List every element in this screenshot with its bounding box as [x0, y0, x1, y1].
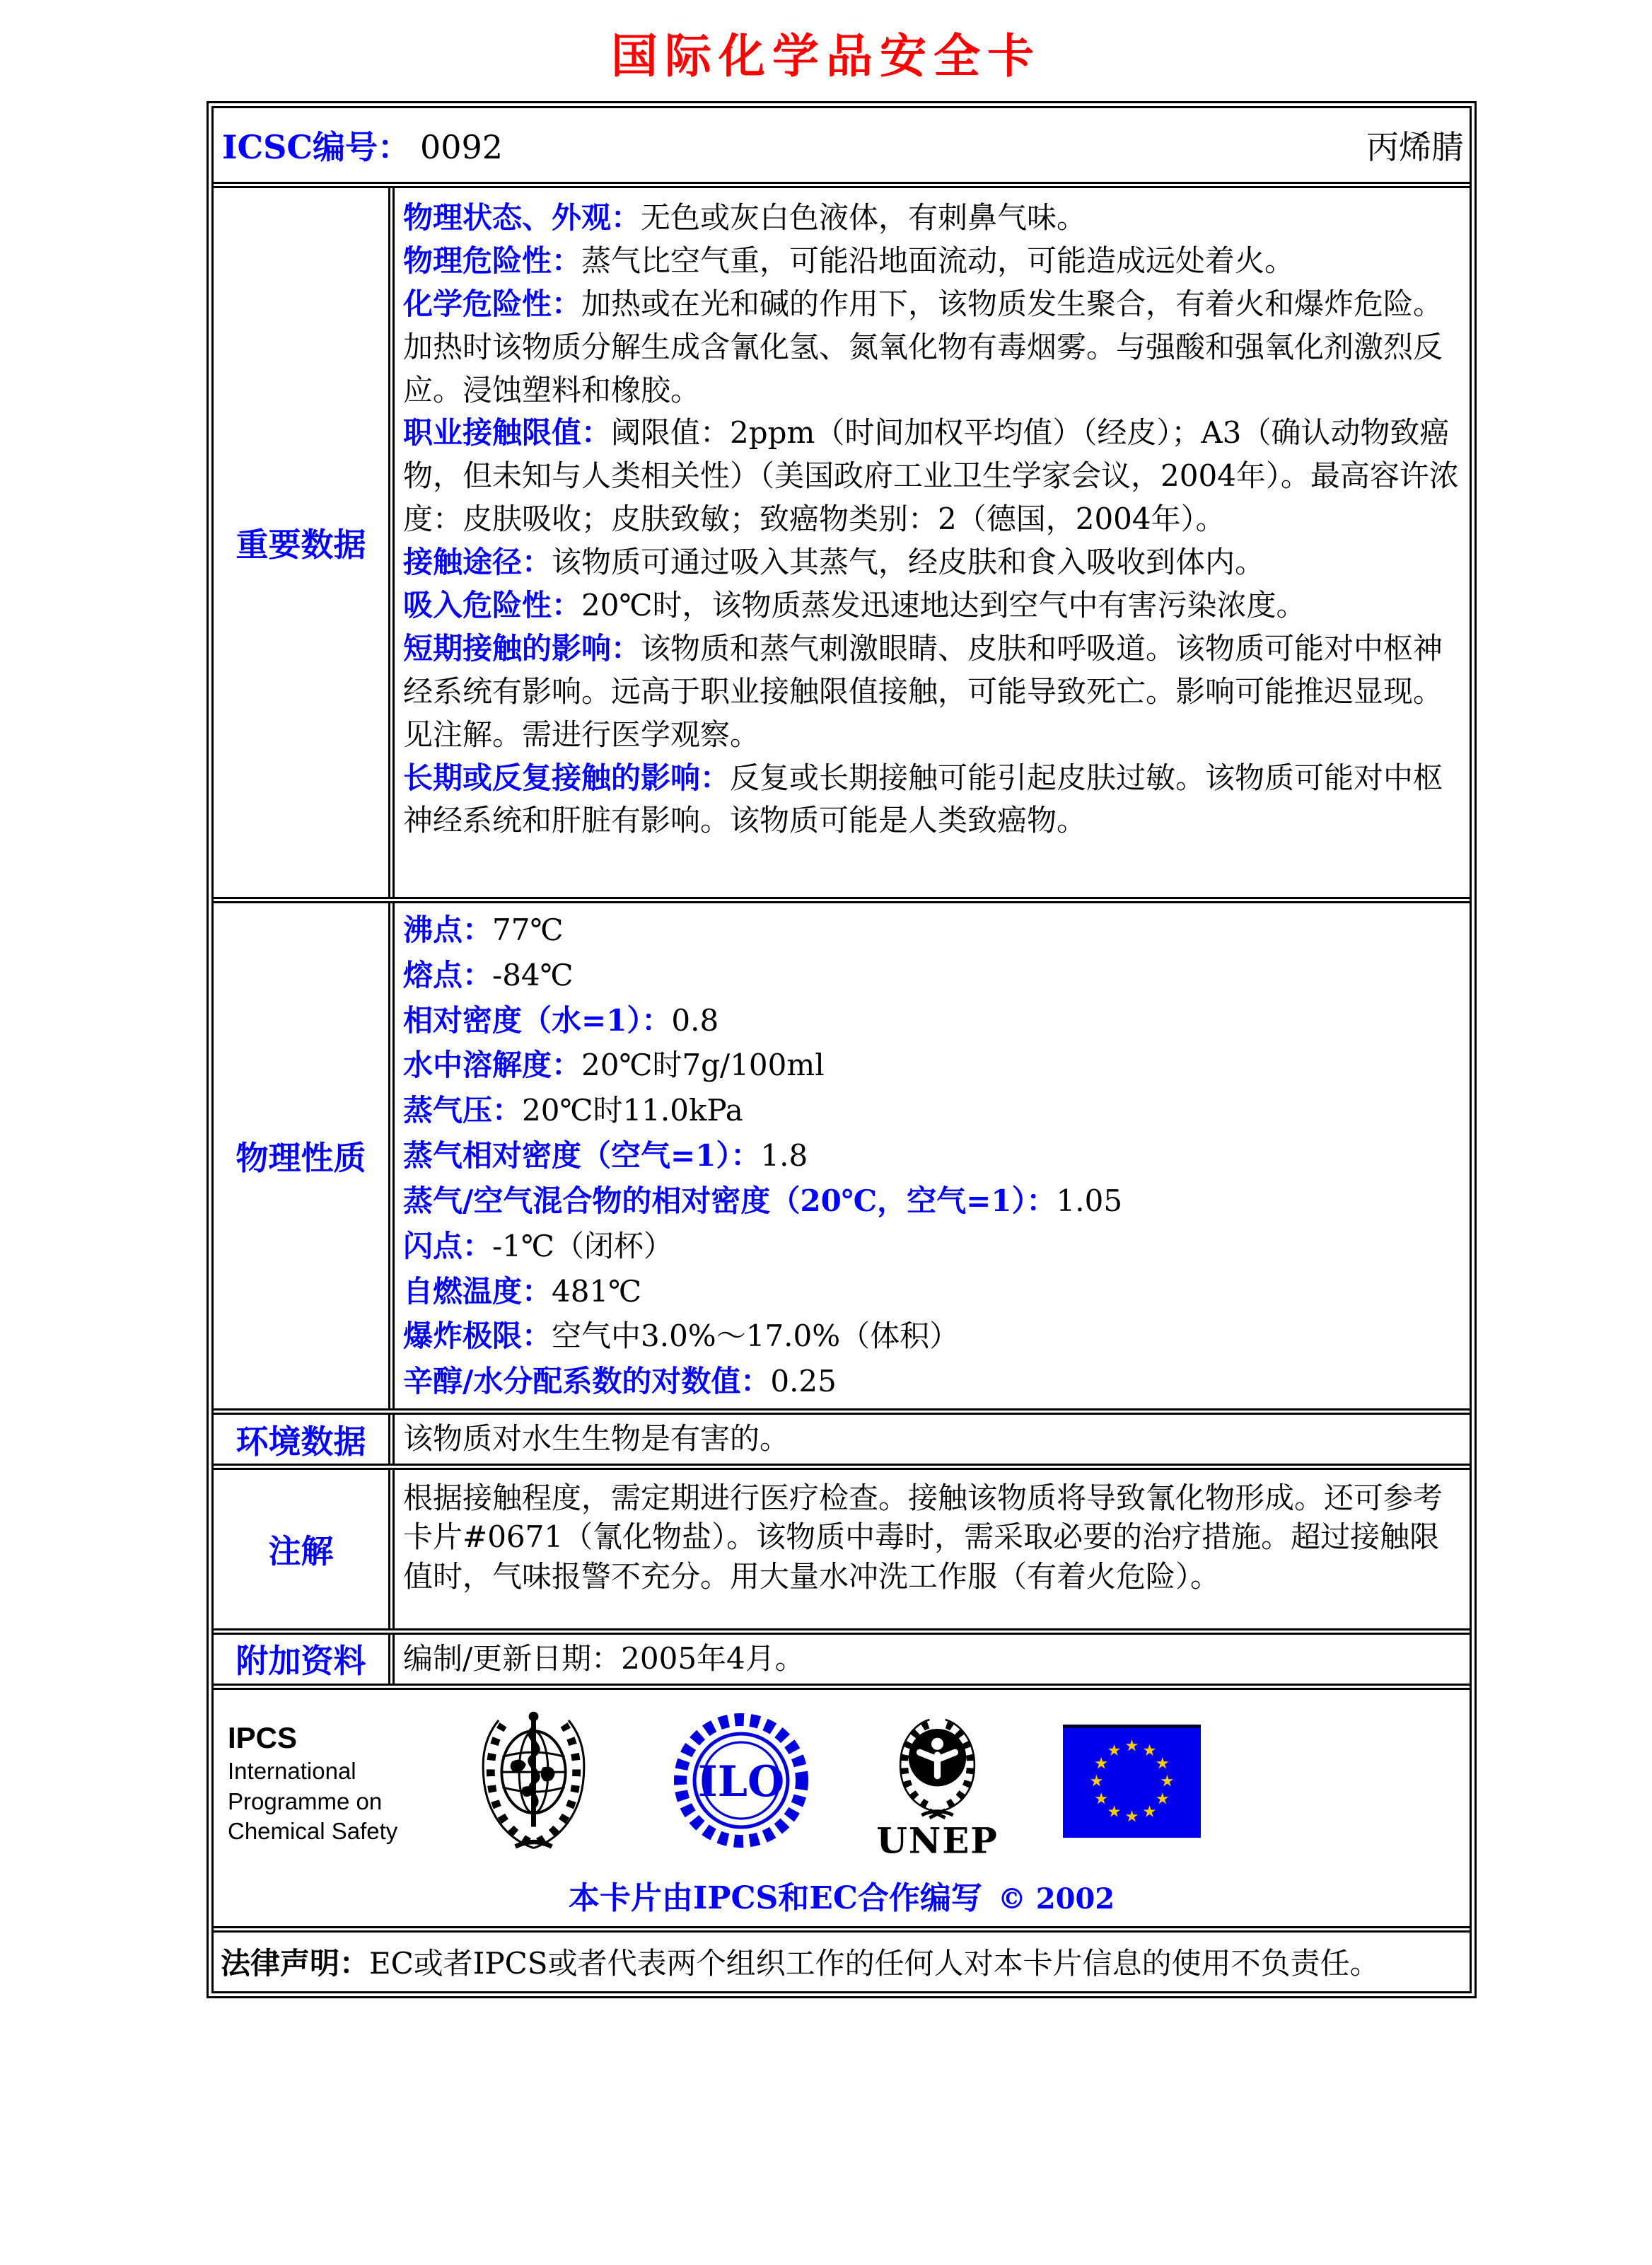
property-label: 水中溶解度：	[403, 1048, 582, 1083]
environmental-data-content	[395, 1415, 1470, 1464]
property-line	[403, 953, 1464, 998]
property-value: 20℃时7g/100ml	[581, 1048, 825, 1083]
section-footer	[214, 1684, 1470, 1926]
property-value: 77℃	[492, 913, 564, 947]
property-label: 自燃温度：	[403, 1273, 552, 1309]
property-line	[403, 1088, 1464, 1133]
section-important-data	[214, 182, 1470, 897]
property-value: 0.8	[671, 1002, 719, 1038]
credit-line	[228, 1865, 1455, 1923]
field-label: 短期接触的影响：	[403, 630, 641, 666]
field-label: 接触途径：	[403, 545, 552, 580]
environmental-data-text: 该物质对水生生物是有害的。	[403, 1421, 790, 1456]
field-label: 职业接触限值：	[403, 415, 612, 451]
property-value: 空气中3.0%～17.0%（体积）	[552, 1319, 960, 1354]
property-line	[403, 1359, 1464, 1404]
important-paragraph	[403, 240, 1464, 283]
property-label: 沸点：	[403, 913, 493, 947]
property-value: 20℃时11.0kPa	[522, 1093, 743, 1128]
additional-info-content	[395, 1635, 1470, 1684]
property-line	[403, 1314, 1464, 1359]
physical-properties-content	[395, 903, 1470, 1408]
ipcs-line: International	[228, 1758, 356, 1785]
property-value: 481℃	[552, 1273, 642, 1309]
property-line	[403, 1133, 1464, 1178]
property-line	[403, 1269, 1464, 1314]
property-line	[403, 1224, 1464, 1269]
field-text: 反复或长期接触可能引起皮肤过敏。该物质可能对中枢神经系统和肝脏有影响。该物质可能是人类致癌物。	[403, 760, 1443, 838]
field-label: 吸入危险性：	[403, 588, 582, 623]
section-physical-properties	[214, 897, 1470, 1408]
notes-text: 根据接触程度，需定期进行医疗检查。接触该物质将导致氰化物形成。还可参考卡片#0671（氰化物盐）。该物质中毒时，需采取必要的治疗措施。超过接触限值时，气味报警不充分。用大量水冲洗工作服（有着火危险）。	[403, 1481, 1443, 1594]
section-additional-info	[214, 1628, 1470, 1684]
unep-logo-text: UNEP	[876, 1819, 999, 1862]
credit-text: 本卡片由IPCS和EC合作编写	[568, 1879, 982, 1916]
section-environmental-data	[214, 1408, 1470, 1464]
property-label: 蒸气压：	[403, 1093, 523, 1128]
field-label: 物理状态、外观：	[403, 200, 641, 235]
icsc-number-label: ICSC编号：	[222, 128, 410, 166]
who-logo-icon	[458, 1701, 610, 1865]
ipcs-acronym: IPCS	[228, 1720, 298, 1754]
card-header-row	[214, 108, 1470, 182]
section-legal	[214, 1926, 1470, 1991]
important-paragraph	[403, 412, 1464, 541]
field-text: 该物质和蒸气刺激眼睛、皮肤和呼吸道。该物质可能对中枢神经系统有影响。远高于职业接触限值接触，可能导致死亡。影响可能推迟显现。见注解。需进行医学观察。	[403, 630, 1443, 752]
field-label: 物理危险性：	[403, 243, 582, 278]
logo-row	[228, 1700, 1455, 1865]
physical-properties-label: 物理性质	[214, 903, 395, 1408]
ilo-logo-icon	[670, 1705, 812, 1860]
important-paragraph	[403, 541, 1464, 584]
property-line	[403, 998, 1464, 1043]
important-data-content	[395, 188, 1470, 897]
icsc-card	[206, 101, 1477, 1998]
property-line	[403, 908, 1464, 953]
property-label: 爆炸极限：	[403, 1319, 552, 1354]
legal-text: EC或者IPCS或者代表两个组织工作的任何人对本卡片信息的使用不负责任。	[369, 1946, 1380, 1981]
property-value: 1.8	[760, 1138, 808, 1174]
ilo-logo-text: ILO	[697, 1756, 784, 1807]
property-value: -1℃（闭杯）	[492, 1228, 673, 1263]
important-paragraph	[403, 757, 1464, 843]
field-text: 无色或灰白色液体，有刺鼻气味。	[641, 200, 1087, 235]
field-label: 化学危险性：	[403, 286, 582, 321]
important-paragraph	[403, 584, 1464, 627]
icsc-number-group	[222, 122, 503, 168]
property-label: 辛醇/水分配系数的对数值：	[403, 1364, 771, 1399]
property-value: -84℃	[492, 957, 574, 992]
property-value: 0.25	[770, 1364, 837, 1399]
ipcs-line: Programme on	[228, 1788, 383, 1814]
property-value: 1.05	[1056, 1183, 1123, 1218]
page-title: 国际化学品安全卡	[611, 28, 1041, 83]
field-text: 加热或在光和碱的作用下，该物质发生聚合，有着火和爆炸危险。加热时该物质分解生成含氰化氢、氮氧化物有毒烟雾。与强酸和强氧化剂激烈反应。浸蚀塑料和橡胶。	[403, 286, 1443, 407]
section-notes	[214, 1464, 1470, 1628]
property-label: 闪点：	[403, 1228, 493, 1263]
notes-label: 注解	[214, 1470, 395, 1628]
copyright-text: © 2002	[997, 1882, 1115, 1916]
additional-info-label: 附加资料	[214, 1635, 395, 1684]
icsc-page	[0, 18, 1652, 2265]
property-label: 熔点：	[403, 957, 493, 992]
important-paragraph	[403, 283, 1464, 412]
field-text: 蒸气比空气重，可能沿地面流动，可能造成远处着火。	[581, 243, 1295, 278]
property-line	[403, 1043, 1464, 1088]
eu-flag-icon	[1063, 1725, 1201, 1841]
icsc-number-value: 0092	[419, 128, 504, 166]
notes-content	[395, 1470, 1470, 1628]
unep-logo-icon	[872, 1700, 1003, 1865]
property-label: 蒸气/空气混合物的相对密度（20℃，空气=1）：	[403, 1183, 1057, 1218]
field-text: 20℃时，该物质蒸发迅速地达到空气中有害污染浓度。	[581, 588, 1306, 623]
property-line	[403, 1178, 1464, 1224]
important-paragraph	[403, 197, 1464, 240]
chemical-name: 丙烯腈	[1366, 128, 1464, 166]
additional-info-text: 编制/更新日期：2005年4月。	[403, 1641, 805, 1676]
property-label: 相对密度（水=1）：	[403, 1002, 672, 1038]
ipcs-line: Chemical Safety	[228, 1817, 398, 1844]
important-paragraph	[403, 627, 1464, 757]
field-text: 阈限值：2ppm（时间加权平均值）（经皮）；A3（确认动物致癌物，但未知与人类相关性）（美国政府工业卫生学家会议，2004年）。最高容许浓度：皮肤吸收；皮肤致敏；致癌物类别：2（德国，2004年）。	[403, 415, 1459, 537]
property-label: 蒸气相对密度（空气=1）：	[403, 1138, 761, 1174]
environmental-data-label: 环境数据	[214, 1415, 395, 1464]
important-data-label: 重要数据	[214, 188, 395, 897]
field-label: 长期或反复接触的影响：	[403, 760, 731, 795]
legal-label: 法律声明：	[221, 1946, 370, 1981]
field-text: 该物质可通过吸入其蒸气，经皮肤和食入吸收到体内。	[552, 545, 1265, 580]
ipcs-text-block	[228, 1719, 397, 1846]
